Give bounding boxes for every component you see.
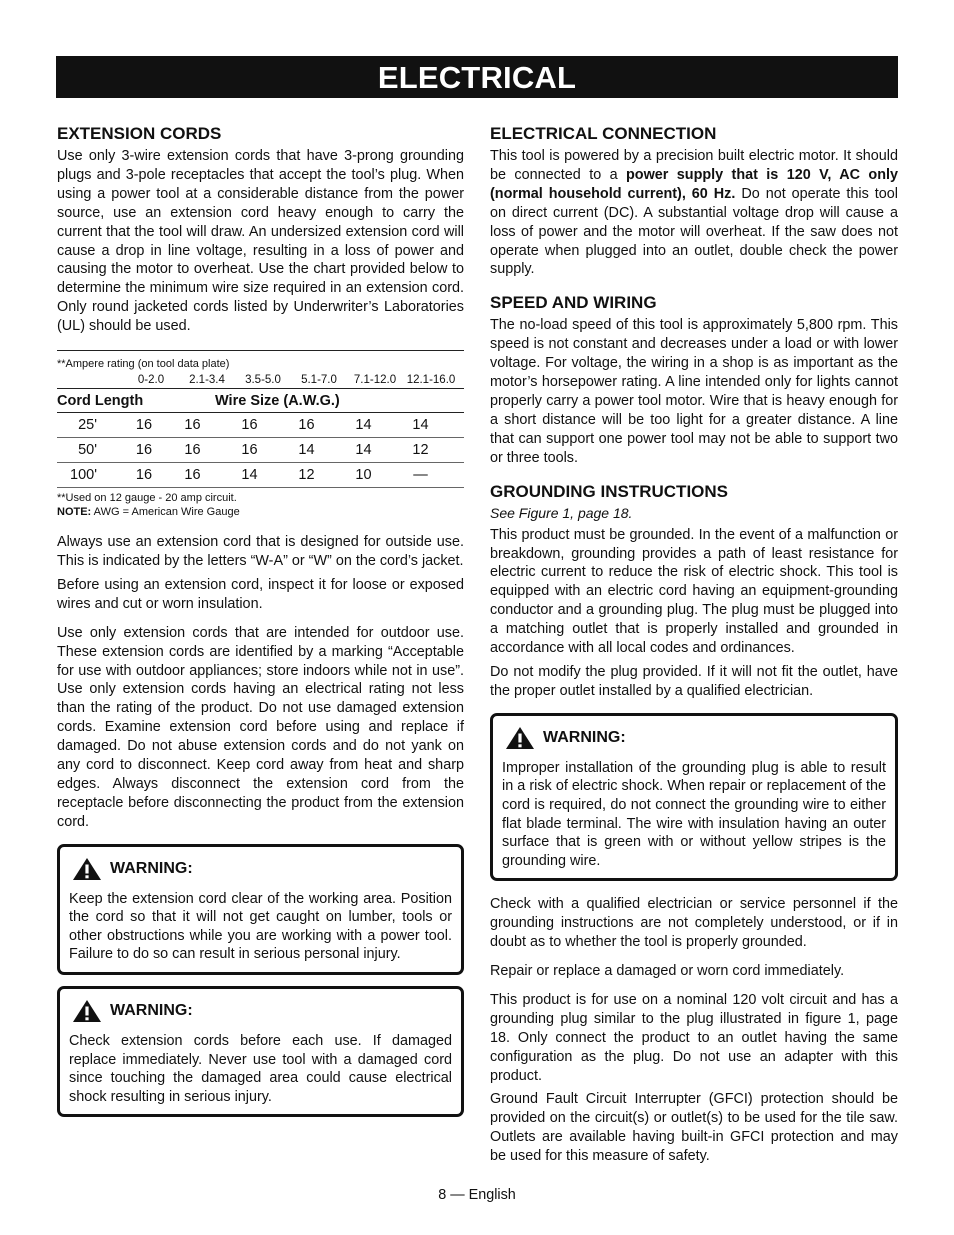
extension-cords-body: Use only 3-wire extension cords that have 3-prong grounding plugs and 3-pole receptacles that accept the tool’s plug. When using a power tool at a considerable distance from the power source, use an extension cord heavy enough to carry the current that the tool will draw. An undersized extension cord will cause a drop in line voltage, resulting in a loss of power and causing the motor to overheat. Use the chart provided below to determine the minimum wire size required in an extension cord. Only round jacketed cords listed by Underwriter’s Laboratories (UL) should be used.: [57, 148, 464, 335]
section-banner: [56, 56, 898, 98]
wire-size-cell: 14: [412, 417, 429, 434]
electrical-connection-heading: ELECTRICAL CONNECTION: [490, 124, 717, 143]
wire-size-cell: 16: [184, 417, 201, 434]
wire-size-cell: —: [413, 467, 428, 484]
warning-triangle-icon: [505, 726, 535, 750]
wire-size-cell: 12: [298, 467, 315, 484]
cord-length-cell: 50': [78, 442, 97, 459]
warning-title: WARNING:: [110, 859, 193, 877]
warning-header: [502, 726, 886, 750]
warning-triangle-icon: [72, 999, 102, 1023]
power-supply-spec: power supply that is 120 V, AC only (normal household current), 60 Hz.: [490, 166, 898, 202]
wire-size-cell: 16: [184, 467, 201, 484]
warning-text: Check extension cords before each use. If damaged replace immediately. Never use tool with a damaged cord since touching the damaged area could cause electrical shock resulting in serious injury.: [69, 1033, 452, 1105]
check-electrician-paragraph: Check with a qualified electrician or service personnel if the grounding instructions are not completely understood, or if in doubt as to whether the tool is properly grounded.: [490, 896, 898, 951]
wire-size-cell: 14: [241, 467, 258, 484]
ampere-ranges-row: [57, 371, 464, 389]
amp-range: 3.5-5.0: [245, 373, 281, 386]
ampere-rating-note: **Ampere rating (on tool data plate): [57, 358, 230, 371]
left-column: [57, 123, 464, 1117]
amp-range: 7.1-12.0: [353, 373, 397, 386]
page-title: ELECTRICAL: [377, 60, 577, 95]
wire-size-cell: 16: [241, 442, 258, 459]
speed-wiring-body: The no-load speed of this tool is approximately 5,800 rpm. This speed is not constant and decreases under a load or with lower voltage. For voltage, the wiring in a shop is as important as the motor’s horsepower rating. A line intended only for lights cannot properly carry a power tool motor. Wire that is heavy enough for a short distance will be too light for a greater distance. A line that can support one power tool may not be able to support two or three tools.: [490, 317, 898, 466]
inspect-cord-paragraph: Before using an extension cord, inspect it for loose or exposed wires and cut or worn insulation.: [57, 576, 464, 612]
cord-length-header: Cord Length: [57, 392, 144, 409]
warning-header: [69, 857, 452, 881]
wire-size-cell: 16: [135, 417, 153, 434]
wire-size-table: [57, 350, 464, 519]
awg-note: [57, 505, 464, 519]
plug-modification-paragraph: Do not modify the plug provided. If it will not fit the outlet, have the proper outlet installed by a qualified electrician.: [490, 663, 898, 699]
outdoor-use-paragraph: Use only extension cords that are intended for outdoor use. These extension cords are identified by a marking “Acceptable for use with outdoor appliances; store indoors while not in use”. Use only extension cords having an electrical rating not less than the rating of the product. Do not use damaged extension cords. Examine extension cord before using and replace if damaged. Do not abuse extension cords and do not yank on any cord to disconnect. Keep cord away from heat and sharp edges. Always disconnect the extension cord from the receptacle before disconnecting the product from the extension cord.: [57, 624, 464, 830]
amp-range: 0-2.0: [137, 373, 165, 386]
right-column: [490, 123, 898, 1166]
warning-header: [69, 999, 452, 1023]
table-row: [57, 438, 464, 463]
amp-range: 2.1-3.4: [189, 373, 225, 386]
table-row: [57, 413, 464, 438]
electrical-connection-body: [490, 147, 898, 279]
warning-box-check-cords: [57, 986, 464, 1117]
connection-text-b: Do not operate this tool on direct current (DC). A substantial voltage drop will cause a loss of power and the motor will overheat. If the saw does not operate when plugged into an outlet, double check the power supply.: [490, 185, 898, 278]
table-header: [57, 389, 464, 413]
gauge-footnote: **Used on 12 gauge - 20 amp circuit.: [57, 492, 237, 505]
grounding-paragraph: This product must be grounded. In the event of a malfunction or breakdown, grounding provides a path of least resistance for electric current to reduce the risk of electric shock. This tool is equipped with an electric cord having an equipment-grounding conductor and a grounding plug. The plug must be plugged into a matching outlet that is properly installed and grounded in accordance with all local codes and ordinances.: [490, 526, 898, 657]
wire-size-cell: 14: [298, 442, 315, 459]
warning-triangle-icon: [72, 857, 102, 881]
wire-size-cell: 16: [184, 442, 201, 459]
connection-text-a: This tool is powered by a precision built electric motor. It should be connected to a: [490, 148, 898, 183]
repair-cord-paragraph: Repair or replace a damaged or worn cord immediately.: [490, 963, 845, 980]
amp-range: 12.1-16.0: [406, 373, 456, 386]
outside-use-paragraph: Always use an extension cord that is designed for outside use. This is indicated by the letters “W-A” or “W” on the cord’s jacket.: [57, 534, 464, 569]
page-footer: 8 — English: [438, 1187, 516, 1203]
note-text: AWG = American Wire Gauge: [91, 506, 240, 519]
wire-size-cell: 12: [412, 442, 429, 459]
wire-size-cell: 16: [298, 417, 315, 434]
warning-title: WARNING:: [543, 728, 626, 746]
wire-size-cell: 14: [355, 417, 372, 434]
grounding-heading: GROUNDING INSTRUCTIONS: [490, 481, 728, 501]
warning-box-work-area: [57, 844, 464, 975]
cord-length-cell: 100': [70, 467, 97, 484]
wire-size-cell: 16: [241, 417, 258, 434]
wire-size-cell: 16: [135, 467, 153, 484]
wire-size-cell: 14: [355, 442, 372, 459]
note-label: NOTE:: [57, 506, 92, 519]
amp-range: 5.1-7.0: [301, 373, 337, 386]
nominal-circuit-paragraph: This product is for use on a nominal 120 volt circuit and has a grounding plug similar to the plug illustrated in figure 1, page 18. Only connect the product to an outlet having the same configuration as the plug. Do not use an adapter with this product.: [490, 991, 898, 1084]
wire-size-cell: 10: [355, 467, 372, 484]
figure-reference: See Figure 1, page 18.: [490, 504, 633, 521]
warning-text: Keep the extension cord clear of the working area. Position the cord so that it will not get caught on lumber, tools or other obstructions while you are working with a power tool. Failure to do so can result in serious personal injury.: [69, 890, 452, 963]
warning-title: WARNING:: [110, 1002, 193, 1020]
wire-size-header: Wire Size (A.W.G.): [215, 392, 340, 409]
warning-box-grounding: [490, 713, 898, 882]
speed-wiring-heading: SPEED AND WIRING: [490, 293, 657, 313]
cord-length-cell: 25': [78, 417, 97, 434]
wire-size-cell: 16: [135, 442, 153, 459]
gfci-paragraph: Ground Fault Circuit Interrupter (GFCI) protection should be provided on the circuit(s) or outlet(s) to be used for the tile saw. Outlets are available having built-in GFCI protection and may be used for this measure of safety.: [490, 1091, 898, 1165]
warning-text: Improper installation of the grounding plug is able to result in a risk of electric shock. When repair or replacement of the cord is required, do not connect the grounding wire to either flat blade terminal. The wire with insulation having an outer surface that is green with or without yellow stripes is the grounding wire.: [502, 759, 886, 869]
extension-cords-heading: EXTENSION CORDS: [57, 124, 222, 143]
table-row: [57, 463, 464, 488]
